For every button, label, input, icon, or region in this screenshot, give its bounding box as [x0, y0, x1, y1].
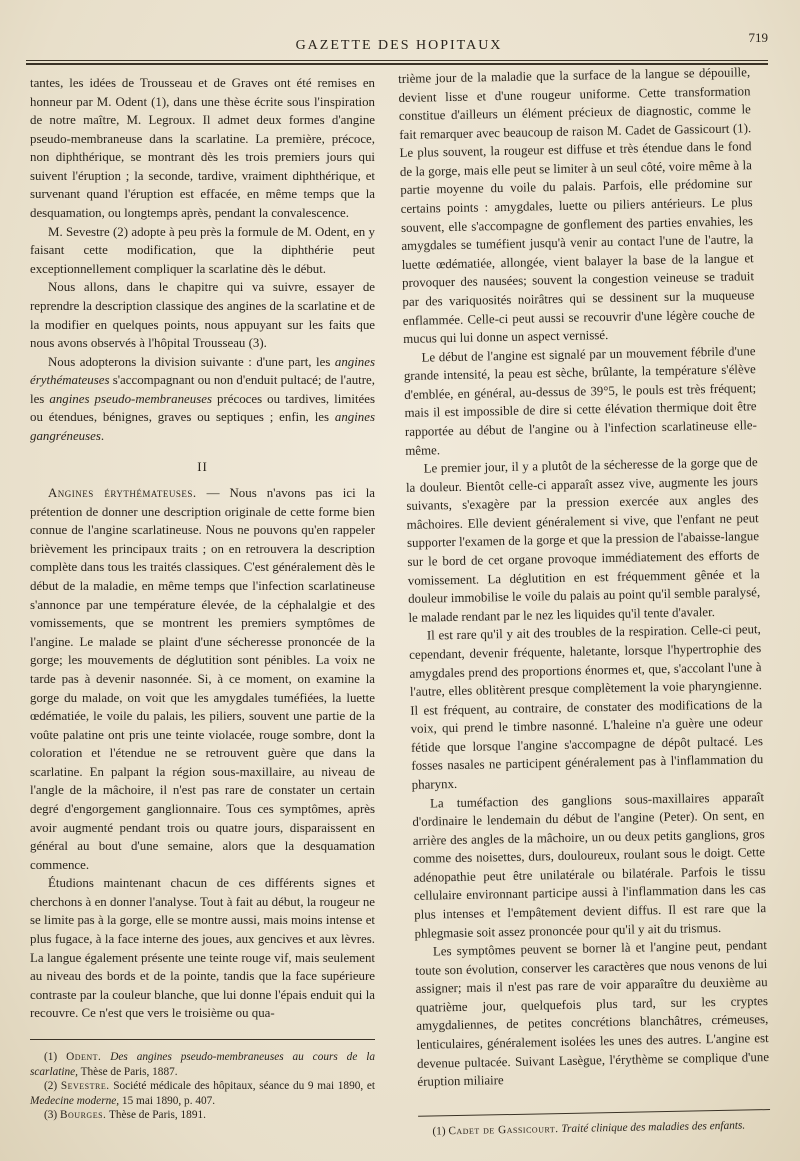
- paragraph: Le début de l'angine est signalé par un mouvement fébrile d'une grande intensité, la peau est sèche, brûlante, la température s'élève d'emblée, en général, au-dessus de 39°5, le pouls est très fréquent; mais il est impossible de dire si cette élévation thermique doit être rapportée au début de l'angine ou à l'infection scarlatineuse elle-même.: [403, 343, 758, 458]
- page-number: 719: [748, 30, 768, 45]
- footnote: [30, 1050, 375, 1079]
- footnote-author: Sevestre.: [60, 1080, 110, 1093]
- paragraph: Le premier jour, il y a plutôt de la sécheresse de la gorge que de la douleur. Bientôt celle-ci apparaît assez vive, augmente les jours suivants, s'exagère par la pression exercée aux angles des mâchoires. Elle devient généralement si vive, que l'enfant ne peut supporter l'examen de la gorge et que la pression de l'abaisse-langue sur le bord de cet organe provoque immédiatement des efforts de vomissement. La déglutition en est fréquemment gênée et la douleur immobilise le voile du palais au point qu'il semble paralysé, le malade rendant par le nez les liquides qu'il tente d'avaler.: [405, 455, 761, 625]
- text-run: Nous adopterons la division suivante : d'une part, les: [48, 354, 335, 369]
- paragraph: Il est rare qu'il y ait des troubles de la respiration. Celle-ci peut, cependant, devenir fréquente, haletante, lorsque l'hypertrophie des amygdales prend des proportions énormes et, que, s'accolant l'une à l'autre, elles oblitèrent presque complètement la voie pharyngienne. Il est fréquent, au contraire, de constater des modifications de la voix, qui prend le timbre nasonné. L'haleine n'a guère une odeur fétide que lorsque l'angine s'accompagne de dépôt pultacé. Les fosses nasales ne participent généralement pas à l'inflammation du pharynx.: [409, 622, 764, 792]
- paragraph: La tuméfaction des ganglions sous-maxillaires apparaît d'ordinaire le lendemain du début de l'angine (Peter). On sent, en arrière des angles de la mâchoire, un ou deux petits ganglions, gros comme des noisettes, durs, douloureux, roulant sous le doigt. Cette adénopathie peut être unilatérale ou bilatérale. Parfois le tissu cellulaire environnant participe aussi à l'inflammation dans les cas plus intenses et l'empâtement devient diffus. Il est rare que la phlegmasie soit assez prononcée pour qu'il y ait du trismus.: [412, 789, 767, 941]
- running-head: GAZETTE DES HOPITAUX: [295, 38, 503, 53]
- text-run: Thèse de Paris, 1891.: [106, 1109, 206, 1122]
- footnote-number: (1): [44, 1050, 67, 1063]
- footnotes: [418, 1109, 770, 1139]
- paragraph: M. Sevestre (2) adopte à peu près la formule de M. Odent, en y faisant cette modification, que la diphthérie peut exceptionnellement compliquer la scarlatine dès le début.: [30, 224, 375, 276]
- paragraph: [30, 484, 375, 874]
- paragraph: Les symptômes peuvent se borner là et l'angine peut, pendant toute son évolution, conserver les caractères que nous venons de lui assigner; mais il n'est pas rare de voir apparaître du deuxième au quatrième jour, quelquefois plus tard, sur les cryptes amygdaliennes, de petites concrétions blanchâtres, crémeuses, lenticulaires, généralement isolées les unes des autres. L'angine est devenue pultacée. Suivant Lasègue, l'érythème se complique d'une éruption miliaire: [415, 938, 770, 1090]
- italic-term: angines pseudo-membraneuses: [49, 391, 212, 406]
- paragraph: trième jour de la maladie que la surface de la langue se dépouille, devient lisse et d'une rougeur uniforme. Cette transformation constitue d'ailleurs un élément précieux de diagnostic, comme le fait remarquer avec beaucoup de raison M. Cadet de Gassicourt (1). Le plus souvent, la rougeur est diffuse et très étendue dans le fond de la gorge, mais elle peut se limiter à un seul côté, voire même à la partie moyenne du voile du palais. Parfois, elle prédomine sur certains points : amygdales, luette ou piliers antérieurs. Le plus souvent, elle s'accompagne de gonflement des parties envahies, les amygdales se tuméfient jusqu'à venir au contact l'une de l'autre, la luette œdématiée, allongée, vient balayer la base de la langue et provoquer des nausées; souvent la congestion veineuse se traduit par des variquosités noirâtres qui se dessinent sur la muqueuse enflammée. Celle-ci peut aussi se recouvrir d'une légère couche de mucus qui lui donne un aspect vernissé.: [398, 65, 755, 347]
- footnote-journal: Medecine moderne,: [30, 1094, 120, 1107]
- footnote-rule: [30, 1039, 375, 1040]
- footnote-author: Odent.: [66, 1050, 102, 1063]
- footnote-title: Traité clinique des maladies des enfants.: [558, 1119, 746, 1135]
- paragraph: Étudions maintenant chacun de ces différents signes et cherchons à en donner l'analyse. Tout à fait au début, la rougeur ne se limite pas à la gorge, elle se montre aussi, mais moins intense et plus fugace, à la face interne des joues, aux gencives et aux lèvres. La langue également présente une teinte rouge vif, mais seulement au niveau des bords et de la pointe, tandis que la face supérieure contraste par la couleur blanche, que lui donne l'épais enduit qui la recouvre. Ce n'est que vers le troisième ou qua-: [30, 876, 375, 1021]
- text-run: Thèse de Paris, 1887.: [78, 1065, 178, 1078]
- italic-term: angines érythémateuses: [30, 354, 375, 388]
- footnote: [30, 1108, 375, 1123]
- section-heading: II: [197, 459, 208, 474]
- footnote-number: (1): [432, 1125, 449, 1138]
- paragraph: [30, 353, 375, 446]
- footnote: [30, 1079, 375, 1108]
- footnote-number: (3): [44, 1109, 60, 1122]
- text-run: précoces ou tardives, limitées ou étendues, bénignes, graves ou septiques ; enfin, les: [30, 391, 375, 425]
- italic-term: angines gangréneuses: [30, 410, 375, 443]
- footnote-title: Des angines pseudo-membraneuses au cours de la scarlatine,: [30, 1050, 375, 1078]
- text-run: s'accompagnant ou non d'enduit pultacé; de l'autre, les: [30, 373, 375, 406]
- paragraph: tantes, les idées de Trousseau et de Graves ont été remises en honneur par M. Odent (1), dans une thèse écrite sous l'inspiration de notre maître, M. Legroux. Il admet deux formes d'angine pseudo-membraneuse dans la scarlatine. La première, précoce, non diphthérique, se montrant dès les trois premiers jours qui suivent l'éruption ; la seconde, tardive, vraiment diphthérique, et survenant quand l'éruption est effacée, en même temps que la desquamation, ou longtemps après, pendant la convalescence.: [30, 76, 375, 221]
- text-run: Société médicale des hôpitaux, séance du 9 mai 1890, et: [109, 1080, 375, 1093]
- subsection-title: Angines érythémateuses.: [48, 486, 197, 501]
- text-run: 15 mai 1890, p. 407.: [119, 1094, 216, 1107]
- paragraph: Nous allons, dans le chapitre qui va suivre, essayer de reprendre la description classique des angines de la scarlatine et de la modifier en quelques points, nous appuyant sur les faits que nous avons observés à l'hôpital Trousseau (3).: [30, 280, 375, 351]
- left-column: [30, 74, 375, 1123]
- right-column: [398, 63, 770, 1139]
- footnotes: [30, 1050, 375, 1123]
- header-rule-thin: [26, 60, 768, 61]
- footnote-author: Bourges.: [60, 1109, 107, 1122]
- text-run: .: [100, 428, 105, 443]
- footnote: [418, 1118, 770, 1139]
- text-run: — Nous n'avons pas ici la prétention de donner une description originale de cette forme bien connue de l'angine scarlatineuse. Nous ne pouvons qu'en rappeler brièvement les principaux traits ; on en retrouvera la description complète dans tous les traités classiques. C'est généralement dès le début de la maladie, en même temps que l'infection scarlatineuse s'annonce par une température élevée, de la céphalalgie et des vomissements, que se montrent les premiers symptômes de l'angine. Le malade se plaint d'une sécheresse prononcée de la gorge; les mouvements de déglutition sont pénibles. La voix ne tarde pas à devenir nasonnée. Si, à ce moment, on examine la gorge du malade, on voit que les amygdales tuméfiées, la luette œdématiée, le voile du palais, les piliers, souvent une partie de la voûte palatine ont pris une teinte violacée, rouge sombre, dont la coloration et l'étendue ne se retrouvent guère que dans la scarlatine. En palpant la région sous-maxillaire, au niveau de l'angle de la mâchoire, il n'est pas rare de constater un certain degré d'engorgement ganglionnaire. Tous ces symptômes, après avoir augmenté pendant trois ou quatre jours, disparaissent en général au bout d'une semaine, alors que la desquamation commence.: [30, 486, 375, 872]
- page-header: [30, 30, 768, 56]
- footnote-author: Cadet de Gassicourt.: [448, 1122, 559, 1138]
- footnote-number: (2): [44, 1080, 61, 1093]
